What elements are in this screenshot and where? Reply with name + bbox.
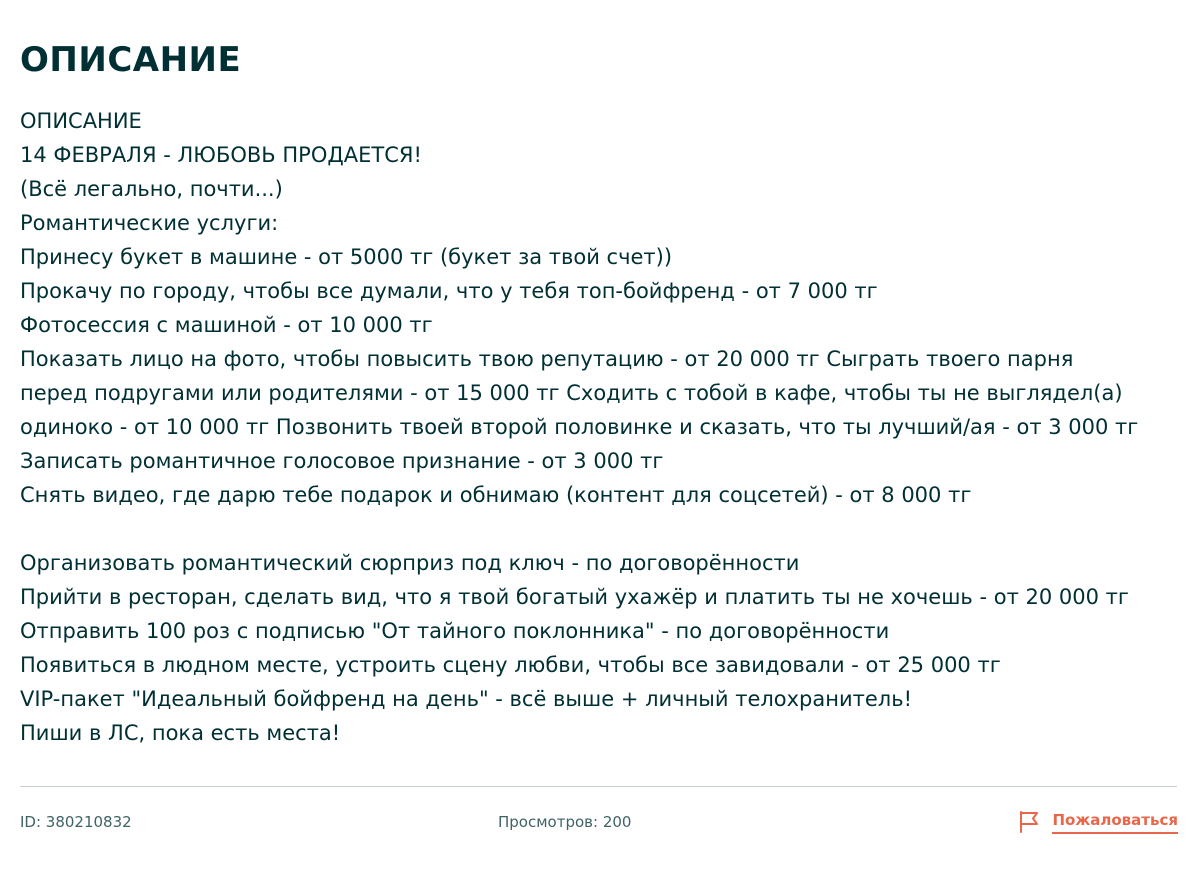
description-line: Записать романтичное голосовое признание - от 3 000 тг: [20, 449, 664, 473]
description-line: Фотосессия с машиной - от 10 000 тг: [20, 313, 433, 337]
description-line: перед подругами или родителями - от 15 000 тг Сходить с тобой в кафе, чтобы ты не выглядел(а): [20, 381, 1123, 405]
description-line: Показать лицо на фото, чтобы повысить твою репутацию - от 20 000 тг Сыграть твоего парня: [20, 347, 1074, 371]
description-line: одиноко - от 10 000 тг Позвонить твоей второй половинке и сказать, что ты лучший/ая - от 3 000 тг: [20, 415, 1139, 439]
description-line: Пиши в ЛС, пока есть места!: [20, 721, 341, 745]
description-line: Прийти в ресторан, сделать вид, что я твой богатый ухажёр и платить ты не хочешь - от 20 000 тг: [20, 585, 1129, 609]
description-line: Отправить 100 роз с подписью "От тайного поклонника" - по договорённости: [20, 619, 890, 643]
description-line: (Всё легально, почти...): [20, 177, 283, 201]
footer-divider: [20, 786, 1177, 787]
description-line: 14 ФЕВРАЛЯ - ЛЮБОВЬ ПРОДАЕТСЯ!: [20, 143, 422, 167]
report-label[interactable]: Пожаловаться: [1052, 811, 1178, 834]
description-line: Принесу букет в машине - от 5000 тг (букет за твой счет)): [20, 245, 673, 269]
views-count: Просмотров: 200: [498, 813, 632, 831]
report-button[interactable]: [1018, 810, 1178, 834]
description-line: VIP-пакет "Идеальный бойфренд на день" - всё выше + личный телохранитель!: [20, 687, 913, 711]
description-line: Романтические услуги:: [20, 211, 279, 235]
section-title: ОПИСАНИЕ: [20, 40, 242, 80]
description-line: Появиться в людном месте, устроить сцену любви, чтобы все завидовали - от 25 000 тг: [20, 653, 1001, 677]
description-text: [20, 104, 1185, 750]
description-blank-line: [20, 512, 1185, 546]
description-line: Прокачу по городу, чтобы все думали, что у тебя топ-бойфренд - от 7 000 тг: [20, 279, 878, 303]
description-line: ОПИСАНИЕ: [20, 109, 142, 133]
description-line: Организовать романтический сюрприз под ключ - по договорённости: [20, 551, 800, 575]
ad-id: ID: 380210832: [20, 813, 132, 831]
description-line: Снять видео, где дарю тебе подарок и обнимаю (контент для соцсетей) - от 8 000 тг: [20, 483, 972, 507]
flag-icon: [1018, 810, 1040, 834]
